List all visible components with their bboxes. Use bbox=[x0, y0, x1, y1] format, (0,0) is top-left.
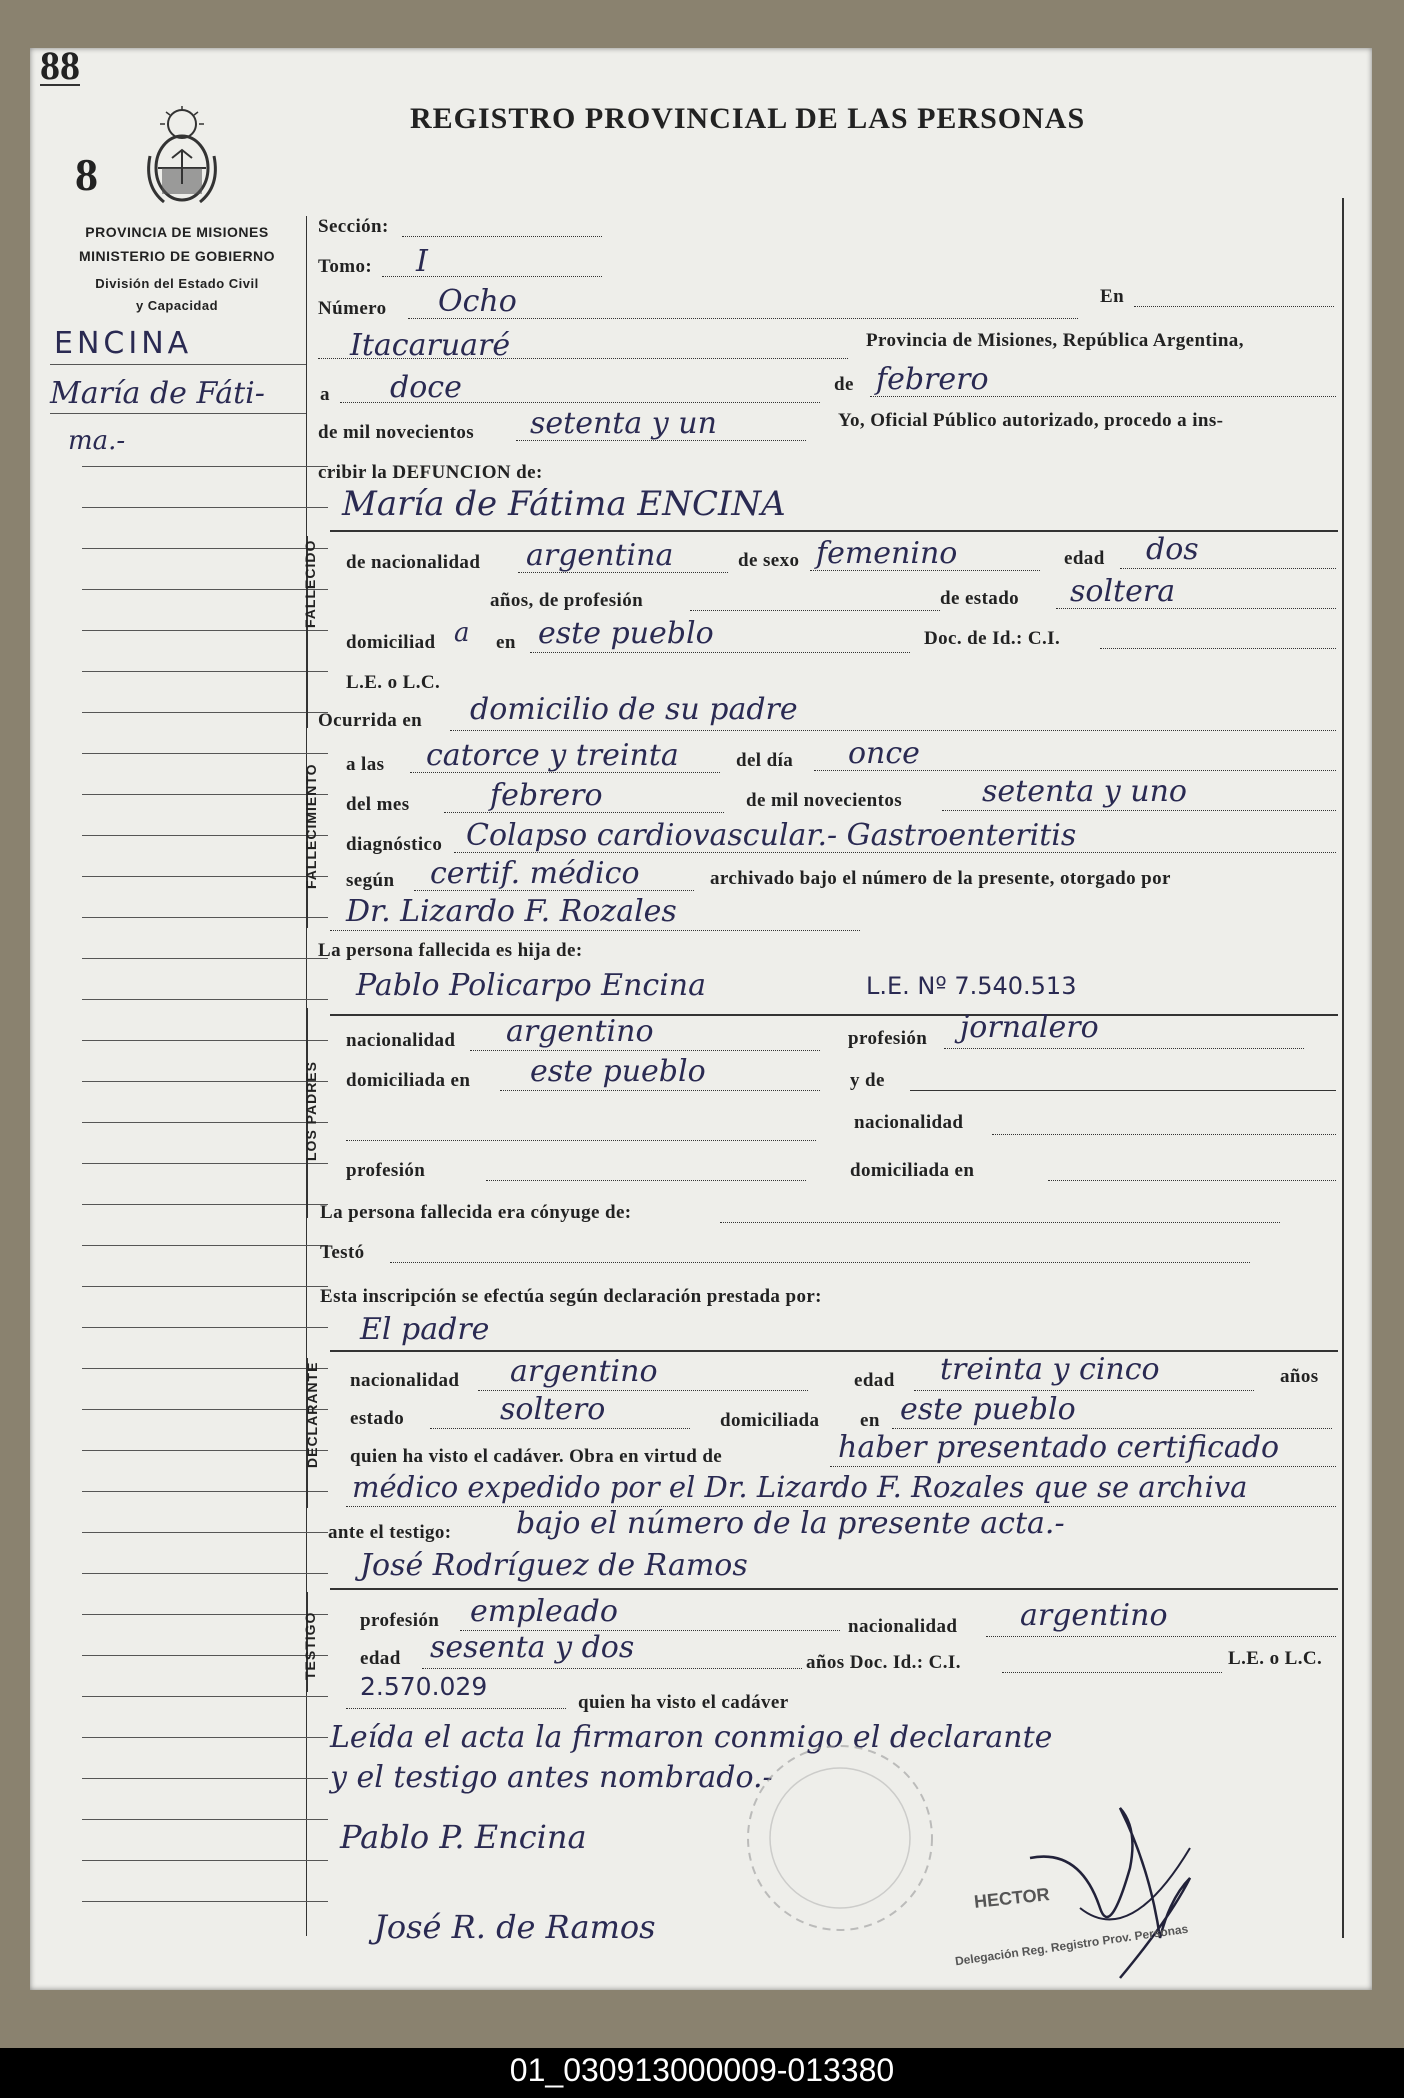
en-label: En bbox=[1100, 286, 1125, 307]
page-number-left: 8 bbox=[75, 149, 98, 200]
tomo-label: Tomo: bbox=[318, 256, 373, 277]
register-title: REGISTRO PROVINCIAL DE LAS PERSONAS bbox=[410, 102, 1086, 135]
sexo-line bbox=[810, 570, 1040, 571]
diagnostico-line bbox=[454, 852, 1336, 853]
margin-ruled-line bbox=[82, 1081, 328, 1082]
ocurrida-value: domicilio de su padre bbox=[470, 692, 798, 727]
margin-given-1: María de Fáti- bbox=[50, 376, 265, 411]
nacionalidad-line bbox=[518, 572, 728, 573]
edad-label: edad bbox=[1064, 548, 1105, 569]
numero-line bbox=[408, 318, 1078, 319]
anios-label: años, de profesión bbox=[490, 590, 644, 611]
image-id-label: 01_030913000009-013380 bbox=[509, 2052, 895, 2088]
seccion-line bbox=[402, 236, 602, 237]
declarante-en-label: en bbox=[860, 1410, 880, 1431]
mes-line bbox=[870, 396, 1336, 397]
testigo-nombre-value: José Rodríguez de Ramos bbox=[360, 1548, 748, 1583]
obra-value-3: bajo el número de la presente acta.- bbox=[516, 1506, 1065, 1541]
margin-ruled-line bbox=[82, 1778, 328, 1779]
declarante-edad-value: treinta y cinco bbox=[940, 1352, 1160, 1387]
a-las-label: a las bbox=[346, 754, 385, 775]
margin-ruled-line bbox=[82, 1696, 328, 1697]
margin-line bbox=[50, 413, 306, 414]
testigo-section-label: TESTIGO bbox=[302, 1611, 318, 1680]
segun-line bbox=[414, 890, 694, 891]
declarante-nacionalidad-label: nacionalidad bbox=[350, 1370, 460, 1391]
medico-line bbox=[330, 930, 860, 931]
anio-value: setenta y un bbox=[530, 406, 717, 441]
doc-line bbox=[1100, 648, 1336, 649]
padre-domiciliada-label: domiciliada en bbox=[346, 1070, 471, 1091]
firma-testigo: José R. de Ramos bbox=[374, 1908, 656, 1946]
testigo-doc-line bbox=[1002, 1672, 1222, 1673]
madre-profesion-line bbox=[486, 1180, 806, 1181]
y-de-label: y de bbox=[850, 1070, 885, 1091]
madre-nacionalidad-label: nacionalidad bbox=[854, 1112, 964, 1133]
register-page bbox=[30, 43, 1372, 1990]
padre-profesion-line bbox=[944, 1048, 1304, 1049]
testigo-nacionalidad-line bbox=[986, 1636, 1336, 1637]
margin-ruled-line bbox=[82, 835, 328, 836]
right-border bbox=[1342, 198, 1344, 1938]
dia-line bbox=[814, 770, 1336, 771]
declarante-edad-label: edad bbox=[854, 1370, 895, 1391]
official-stamp-icon bbox=[710, 1738, 970, 1943]
edad-line bbox=[1120, 568, 1336, 569]
declarante-domicilio-line bbox=[892, 1428, 1332, 1429]
margin-ruled-line bbox=[82, 1327, 328, 1328]
madre-extra-line bbox=[346, 1140, 816, 1141]
margin-ruled-line bbox=[82, 1204, 328, 1205]
domicilio-en-label: en bbox=[496, 632, 516, 653]
declarante-domiciliada-label: domiciliada bbox=[720, 1410, 820, 1431]
testigo-le-label: L.E. o L.C. bbox=[1228, 1648, 1323, 1669]
declarante-edad-line bbox=[914, 1390, 1254, 1391]
a-label: a bbox=[320, 384, 330, 405]
firma-declarante: Pablo P. Encina bbox=[340, 1818, 587, 1856]
margin-ruled-line bbox=[82, 466, 328, 467]
tomo-value: I bbox=[416, 244, 428, 279]
de-label: de bbox=[834, 374, 854, 395]
edad-value: dos bbox=[1146, 532, 1199, 567]
stamp-name: HECTOR bbox=[973, 1884, 1051, 1912]
margin-ruled-line bbox=[82, 1409, 328, 1410]
testigo-edad-line bbox=[422, 1668, 802, 1669]
stamp-office: Delegación Reg. Registro Prov. Personas bbox=[954, 1921, 1190, 1969]
anio-line bbox=[942, 810, 1336, 811]
madre-domicilio-line bbox=[1048, 1180, 1336, 1181]
diagnostico-label: diagnóstico bbox=[346, 834, 443, 855]
margin-given-2: ma.- bbox=[68, 426, 126, 456]
numero-label: Número bbox=[318, 298, 387, 319]
segun-label: según bbox=[346, 870, 395, 891]
domicilio-suffix: a bbox=[454, 618, 470, 648]
margin-ruled-line bbox=[82, 1737, 328, 1738]
page-number-top: 88 bbox=[40, 43, 80, 88]
en-line bbox=[1134, 306, 1334, 307]
cierre-texto-2: y el testigo antes nombrado.- bbox=[330, 1760, 773, 1795]
profesion-line bbox=[690, 610, 940, 611]
padre-nacionalidad-label: nacionalidad bbox=[346, 1030, 456, 1051]
sexo-value: femenino bbox=[816, 536, 958, 571]
margin-line bbox=[50, 364, 306, 365]
declarante-nombre-value: El padre bbox=[360, 1312, 490, 1347]
margin-ruled-line bbox=[82, 507, 328, 508]
diagnostico-value: Colapso cardiovascular.- Gastroenteritis bbox=[466, 818, 1077, 853]
declarante-nacionalidad-line bbox=[478, 1390, 808, 1391]
anio-label: de mil novecientos bbox=[318, 422, 475, 443]
sexo-label: de sexo bbox=[738, 550, 800, 571]
testigo-nacionalidad-label: nacionalidad bbox=[848, 1616, 958, 1637]
margin-ruled-line bbox=[82, 1573, 328, 1574]
margin-ruled-line bbox=[82, 917, 328, 918]
conyuge-label: La persona fallecida era cónyuge de: bbox=[320, 1202, 632, 1223]
fallecido-section-label: FALLECIDO bbox=[302, 539, 318, 628]
padre-nombre-value: Pablo Policarpo Encina bbox=[356, 968, 706, 1003]
margin-ruled-line bbox=[82, 753, 328, 754]
margin-surname: ENCINA bbox=[54, 326, 193, 361]
testigo-edad-value: sesenta y dos bbox=[430, 1630, 635, 1665]
margin-ruled-line bbox=[82, 671, 328, 672]
margin-ruled-line bbox=[82, 1532, 328, 1533]
official-signature-icon bbox=[1020, 1788, 1220, 1993]
padre-nacionalidad-line bbox=[470, 1050, 820, 1051]
testo-line bbox=[390, 1262, 1250, 1263]
margin-ruled-line bbox=[82, 1163, 328, 1164]
padres-section-label: LOS PADRES bbox=[303, 1061, 319, 1161]
margin-ruled-line bbox=[82, 712, 328, 713]
declarante-nacionalidad-value: argentino bbox=[510, 1354, 658, 1389]
segun-value: certif. médico bbox=[430, 856, 640, 891]
inscribir-label: cribir la DEFUNCION de: bbox=[318, 462, 543, 483]
padres-intro-label: La persona fallecida es hija de: bbox=[318, 940, 583, 961]
dia-line bbox=[340, 402, 820, 403]
division-label: División del Estado Civil bbox=[95, 276, 259, 291]
division-label-2: y Capacidad bbox=[135, 298, 219, 313]
declarante-nombre-line bbox=[330, 1350, 1338, 1352]
madre-nacionalidad-line bbox=[992, 1134, 1336, 1135]
estado-label: de estado bbox=[940, 588, 1020, 609]
testigo-doc-value: 2.570.029 bbox=[360, 1672, 488, 1701]
province-label: PROVINCIA DE MISIONES bbox=[85, 224, 269, 240]
madre-profesion-label: profesión bbox=[346, 1160, 426, 1181]
margin-ruled-line bbox=[82, 1901, 328, 1902]
testigo-intro-label: ante el testigo: bbox=[328, 1522, 452, 1543]
margin-ruled-line bbox=[82, 1614, 328, 1615]
doc-label: Doc. de Id.: C.I. bbox=[924, 628, 1061, 649]
obra-line-1 bbox=[830, 1466, 1336, 1467]
margin-ruled-line bbox=[82, 548, 328, 549]
testo-label: Testó bbox=[320, 1242, 365, 1263]
testigo-anios-doc-label: años Doc. Id.: C.I. bbox=[806, 1652, 961, 1673]
declarante-domicilio-value: este pueblo bbox=[900, 1392, 1076, 1427]
madre-nombre-line bbox=[910, 1090, 1336, 1091]
conyuge-line bbox=[720, 1222, 1280, 1223]
declarante-estado-line bbox=[430, 1428, 690, 1429]
testigo-edad-label: edad bbox=[360, 1648, 401, 1669]
margin-ruled-line bbox=[82, 1450, 328, 1451]
dia-value: once bbox=[848, 736, 920, 771]
testigo-nacionalidad-value: argentino bbox=[1020, 1598, 1168, 1633]
nacionalidad-value: argentina bbox=[526, 538, 674, 573]
estado-line bbox=[1056, 608, 1336, 609]
margin-ruled-line bbox=[82, 1860, 328, 1861]
declarante-section-label: DECLARANTE bbox=[304, 1361, 320, 1468]
numero-value: Ocho bbox=[438, 284, 517, 319]
anio-value: setenta y uno bbox=[982, 774, 1187, 809]
anio-line bbox=[516, 440, 806, 441]
cierre-texto-1: Leída el acta la firmaron conmigo el declarante bbox=[330, 1720, 1053, 1755]
nacionalidad-label: de nacionalidad bbox=[346, 552, 481, 573]
archivado-label: archivado bajo el número de la presente, otorgado por bbox=[710, 868, 1171, 889]
declarante-estado-value: soltero bbox=[500, 1392, 606, 1427]
margin-ruled-line bbox=[82, 958, 328, 959]
oficial-label: Yo, Oficial Público autorizado, procedo a ins- bbox=[838, 410, 1224, 431]
declarante-anios-label: años bbox=[1280, 1366, 1319, 1387]
obra-value-2: médico expedido por el Dr. Lizardo F. Rozales que se archiva bbox=[352, 1470, 1248, 1504]
margin-ruled-line bbox=[82, 1491, 328, 1492]
coat-of-arms-icon bbox=[142, 106, 222, 213]
anio-label: de mil novecientos bbox=[746, 790, 903, 811]
testigo-profesion-label: profesión bbox=[360, 1610, 440, 1631]
margin-ruled-line bbox=[82, 1368, 328, 1369]
seccion-label: Sección: bbox=[318, 216, 389, 237]
hora-value: catorce y treinta bbox=[426, 738, 679, 773]
le-label: L.E. o L.C. bbox=[346, 672, 441, 693]
padre-profesion-label: profesión bbox=[848, 1028, 928, 1049]
margin-ruled-line bbox=[82, 1819, 328, 1820]
obra-value-1: haber presentado certificado bbox=[838, 1430, 1280, 1465]
domicilio-label: domiciliad bbox=[346, 632, 436, 653]
padre-domicilio-value: este pueblo bbox=[530, 1054, 706, 1089]
ocurrida-line bbox=[450, 730, 1336, 731]
domicilio-value: este pueblo bbox=[538, 616, 714, 651]
lugar-value: Itacaruaré bbox=[350, 328, 511, 363]
margin-ruled-line bbox=[82, 999, 328, 1000]
tomo-line bbox=[382, 276, 602, 277]
provincia-label: Provincia de Misiones, República Argentina, bbox=[866, 330, 1244, 351]
fallecimiento-section-label: FALLECIMIENTO bbox=[303, 763, 319, 889]
margin-ruled-line bbox=[82, 1122, 328, 1123]
inscripcion-label: Esta inscripción se efectúa según declaración prestada por: bbox=[320, 1286, 822, 1307]
lugar-line bbox=[318, 358, 848, 359]
margin-ruled-line bbox=[82, 876, 328, 877]
mes-value: febrero bbox=[490, 778, 603, 813]
testigo-doc-value-line bbox=[346, 1708, 566, 1709]
margin-ruled-line bbox=[82, 1245, 328, 1246]
domicilio-line bbox=[530, 652, 910, 653]
estado-value: soltera bbox=[1070, 574, 1176, 609]
mes-value: febrero bbox=[876, 362, 989, 397]
mes-line bbox=[444, 812, 724, 813]
padre-profesion-value: jornalero bbox=[960, 1010, 1099, 1045]
margin-ruled-line bbox=[82, 1040, 328, 1041]
medico-value: Dr. Lizardo F. Rozales bbox=[346, 894, 677, 929]
fallecido-nombre-value: María de Fátima ENCINA bbox=[342, 484, 786, 524]
ministry-label: MINISTERIO DE GOBIERNO bbox=[78, 248, 276, 264]
del-mes-label: del mes bbox=[346, 794, 410, 815]
testigo-profesion-value: empleado bbox=[470, 1594, 618, 1629]
padre-nombre-line bbox=[330, 1014, 1338, 1016]
padre-domicilio-line bbox=[500, 1090, 820, 1091]
testigo-nombre-line bbox=[330, 1588, 1338, 1590]
dia-value: doce bbox=[390, 370, 462, 405]
hora-line bbox=[410, 772, 720, 773]
madre-domiciliada-label: domiciliada en bbox=[850, 1160, 975, 1181]
margin-ruled-line bbox=[82, 630, 328, 631]
declarante-cadaver-label: quien ha visto el cadáver. Obra en virtud de bbox=[350, 1446, 723, 1467]
margin-ruled-line bbox=[82, 794, 328, 795]
del-dia-label: del día bbox=[736, 750, 794, 771]
padre-nacionalidad-value: argentino bbox=[506, 1014, 654, 1049]
margin-ruled-line bbox=[82, 589, 328, 590]
margin-ruled-line bbox=[82, 1286, 328, 1287]
testigo-cadaver-label: quien ha visto el cadáver bbox=[578, 1692, 789, 1713]
margin-ruled-line bbox=[82, 1655, 328, 1656]
ocurrida-label: Ocurrida en bbox=[318, 710, 423, 731]
declarante-estado-label: estado bbox=[350, 1408, 405, 1429]
padre-doc-value: L.E. Nº 7.540.513 bbox=[866, 972, 1077, 1000]
